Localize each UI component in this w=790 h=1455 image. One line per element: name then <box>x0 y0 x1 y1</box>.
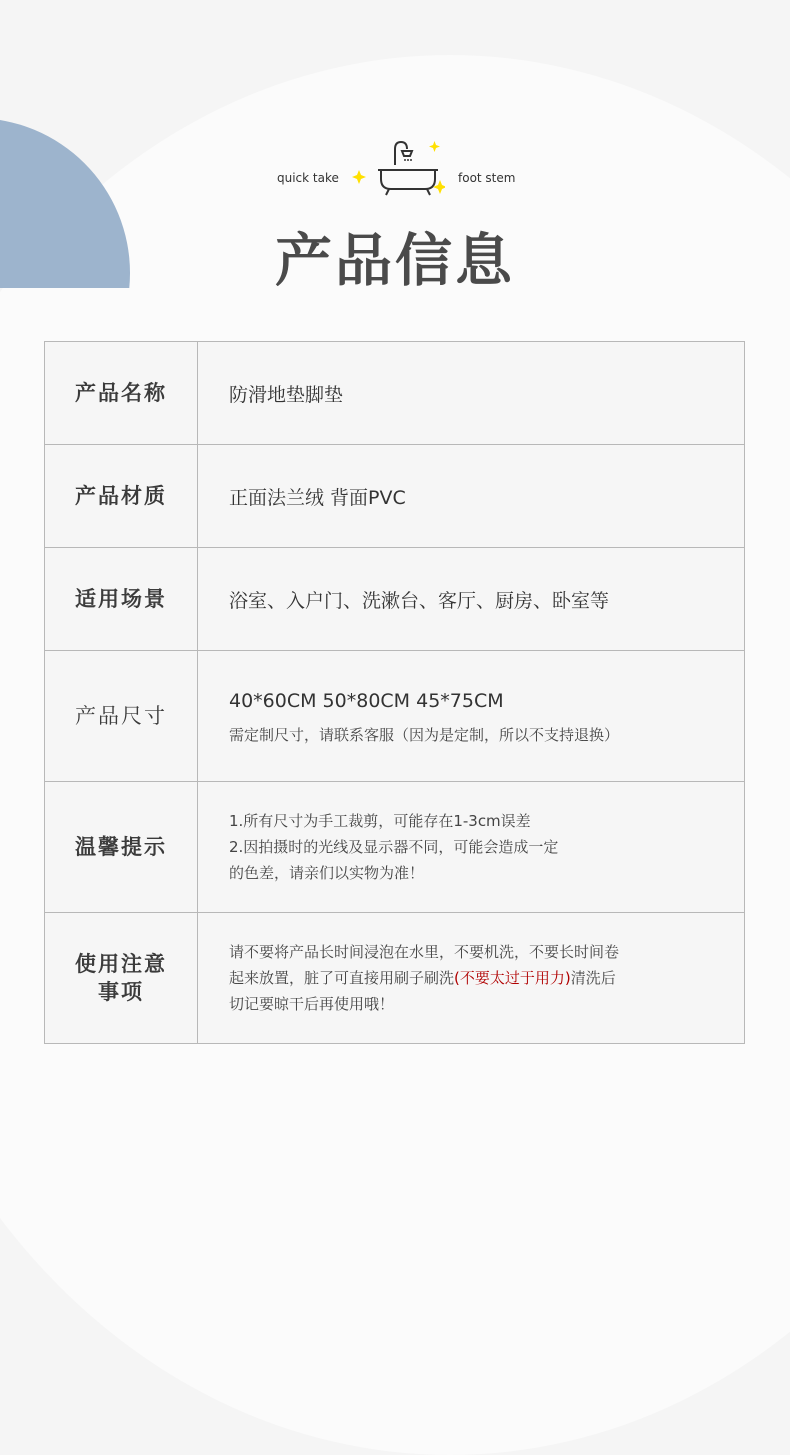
tip-line: 2.因拍摄时的光线及显示器不同，可能会造成一定 <box>229 838 559 856</box>
custom-size-note: 需定制尺寸，请联系客服（因为是定制，所以不支持退换） <box>229 726 620 744</box>
table-row <box>45 445 745 548</box>
tip-line: 的色差，请亲们以实物为准！ <box>229 864 425 882</box>
table-row <box>45 913 745 1044</box>
usage-highlight: (不要太过于用力) <box>454 969 571 987</box>
row-label <box>45 913 198 1044</box>
header-right-text: foot stem <box>458 171 516 185</box>
table-row <box>45 548 745 651</box>
usage-line: 切记要晾干后再使用哦！ <box>229 995 395 1013</box>
label-line: 使用注意 <box>75 952 167 976</box>
row-value: 浴室、入户门、洗漱台、客厅、厨房、卧室等 <box>198 548 745 651</box>
row-label: 产品名称 <box>45 342 198 445</box>
row-label: 温馨提示 <box>45 782 198 913</box>
row-label: 产品尺寸 <box>45 651 198 782</box>
label-line: 事项 <box>98 980 144 1004</box>
table-row <box>45 342 745 445</box>
header-left-text: quick take <box>277 171 339 185</box>
usage-text: 清洗后 <box>570 969 616 987</box>
row-value <box>198 782 745 913</box>
row-value: 防滑地垫脚垫 <box>198 342 745 445</box>
page-title: 产品信息 <box>275 228 515 294</box>
header-banner <box>0 130 790 210</box>
usage-line <box>229 965 724 991</box>
size-options: 40*60CM 50*80CM 45*75CM <box>229 690 504 712</box>
usage-line: 请不要将产品长时间浸泡在水里，不要机洗，不要长时间卷 <box>229 943 620 961</box>
tip-line: 1.所有尺寸为手工裁剪，可能存在1-3cm误差 <box>229 812 531 830</box>
row-value: 正面法兰绒 背面PVC <box>198 445 745 548</box>
row-label: 适用场景 <box>45 548 198 651</box>
table-row <box>45 651 745 782</box>
bathtub-icon <box>345 133 445 203</box>
row-label: 产品材质 <box>45 445 198 548</box>
row-value <box>198 651 745 782</box>
table-row <box>45 782 745 913</box>
product-info-table <box>44 341 745 1044</box>
usage-text: 起来放置，脏了可直接用刷子刷洗 <box>229 969 455 987</box>
row-value <box>198 913 745 1044</box>
